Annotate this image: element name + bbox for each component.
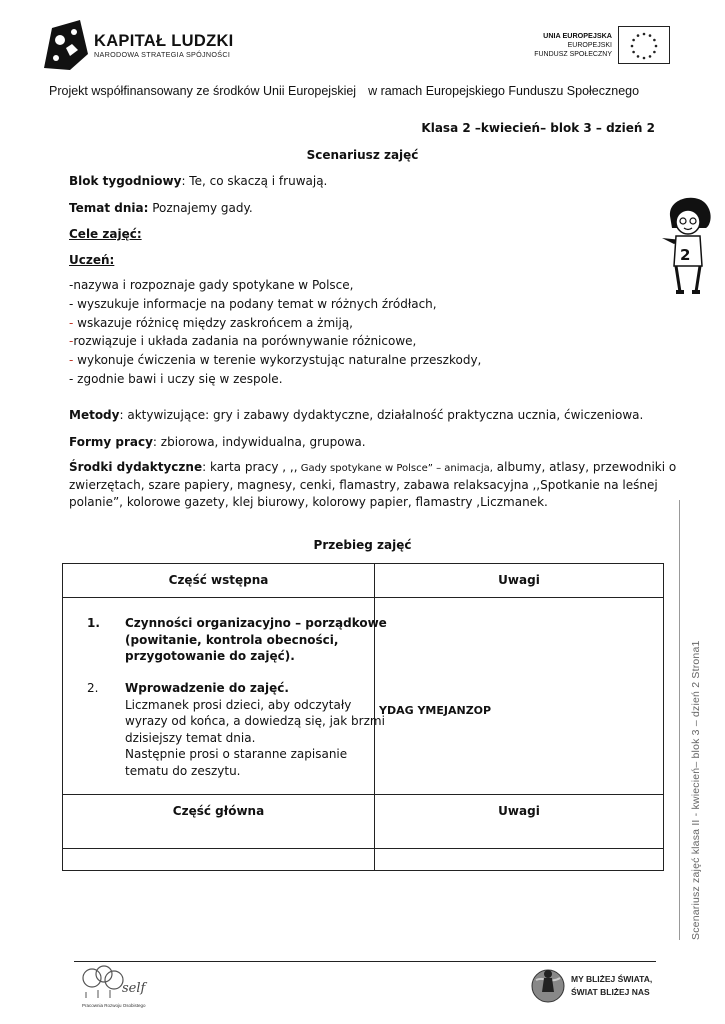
goal-item: - wyszukuje informacje na podany temat w różnych źródłach, (69, 297, 437, 311)
goal-item: - wykonuje ćwiczenia w terenie wykorzystując naturalne przeszkody, (69, 353, 482, 367)
teaching-aids-line-2: zwierzętach, szare papiery, magnesy, cenki, flamastry, zabawa relaksacyjna ,,Spotkanie na leśnej (69, 478, 658, 492)
goal-text: nazywa i rozpoznaje gady spotykane w Polsce, (73, 278, 354, 292)
goal-text: wykonuje ćwiczenia w terenie wykorzystując naturalne przeszkody, (77, 353, 482, 367)
teaching-aids-value-2: albumy, atlasy, przewodniki o (492, 460, 677, 474)
side-divider (679, 500, 680, 940)
student-heading: Uczeń: (69, 253, 115, 267)
class-number-badge: 2 (680, 246, 691, 264)
table-header-intro: Część wstępna (168, 573, 269, 587)
table-header-notes-2: Uwagi (498, 804, 540, 818)
eu-flag-icon (618, 26, 670, 64)
kapital-ludzki-title: KAPITAŁ LUDZKI (94, 32, 234, 50)
kapital-ludzki-logo (40, 14, 280, 76)
item2-title: Wprowadzenie do zajęć. (125, 681, 289, 695)
weekly-block-value: : Te, co skaczą i fruwają. (181, 174, 328, 188)
goal-text: zgodnie bawi i uczy się w zespole. (77, 372, 283, 386)
kapital-ludzki-emblem-icon (40, 14, 92, 72)
teaching-aids-value-1: : karta pracy , ,, (202, 460, 298, 474)
kapital-ludzki-subtitle: NARODOWA STRATEGIA SPÓJNOŚCI (94, 50, 231, 59)
self-caption: Pracownia Rozwoju Osobistego (82, 1003, 146, 1008)
svg-text:self: self (122, 981, 146, 996)
methods-label: Metody (69, 408, 120, 422)
weekly-block-label: Blok tygodniowy (69, 174, 182, 188)
list-item (87, 680, 385, 779)
goal-text: wyszukuje informacje na podany temat w różnych źródłach, (77, 297, 437, 311)
notes-value: YDAG YMEJANZOP (379, 704, 492, 717)
project-cofinancing-line (49, 84, 639, 98)
lesson-table (62, 563, 664, 871)
side-page-info: Scenariusz zajęć klasa II - kwiecień– blok 3 – dzień 2 Strona1 (690, 640, 702, 940)
item1-line: Czynności organizacyjno – porządkowe (125, 616, 387, 630)
table-header-notes: Uwagi (498, 573, 540, 587)
mb-line-1: MY BLIŻEJ ŚWIATA, (571, 974, 653, 984)
globe-figure-icon (530, 966, 566, 1006)
goal-item: - zgodnie bawi i uczy się w zespole. (69, 372, 283, 386)
list-number: 1. (87, 616, 100, 630)
lesson-course-heading: Przebieg zajęć (313, 538, 412, 552)
project-line-part-1: Projekt współfinansowany ze środków Unii Europejskiej (49, 84, 357, 98)
item2-line: Liczmanek prosi dzieci, aby odczytały (125, 697, 352, 712)
mascot-figure (660, 192, 716, 300)
goal-item: -nazywa i rozpoznaje gady spotykane w Polsce, (69, 278, 354, 292)
list-item (87, 615, 387, 665)
class-info: Klasa 2 –kwiecień– blok 3 – dzień 2 (421, 121, 655, 135)
page-title: Scenariusz zajęć (306, 148, 419, 162)
goal-item: - wskazuje różnicę między zaskrońcem a żmiją, (69, 316, 353, 330)
goal-text: wskazuje różnicę między zaskrońcem a żmiją, (77, 316, 353, 330)
item2-line: tematu do zeszytu. (125, 763, 241, 778)
methods-line (69, 408, 643, 422)
work-forms-line (69, 435, 366, 449)
eu-line-1: UNIA EUROPEJSKA (543, 31, 612, 40)
day-topic-label: Temat dnia: (69, 201, 149, 215)
table-header-main: Część główna (172, 804, 265, 818)
item1-line: przygotowanie do zajęć). (125, 649, 295, 663)
self-logo-icon (78, 962, 168, 1002)
item2-line: dzisiejszy temat dnia. (125, 730, 256, 745)
goals-heading: Cele zajęć: (69, 227, 142, 241)
teaching-aids-animation: Gady spotykane w Polsce” – animacja, (297, 463, 493, 474)
item2-line: Następnie prosi o staranne zapisanie (125, 747, 348, 761)
item2-line: wyrazy od końca, a dowiedzą się, jak brzmi (125, 714, 385, 728)
item1-line: (powitanie, kontrola obecności, (125, 632, 339, 647)
methods-value: : aktywizujące: gry i zabawy dydaktyczne, działalność praktyczna ucznia, ćwiczeniowa. (119, 408, 644, 422)
goal-item: -rozwiązuje i układa zadania na porównywanie różnicowe, (69, 334, 417, 348)
project-line-part-2: w ramach Europejskiego Funduszu Społecznego (368, 84, 640, 98)
teaching-aids-label: Środki dydaktyczne (69, 460, 203, 474)
day-topic-line (69, 201, 253, 215)
teaching-aids-paragraph (69, 459, 677, 511)
teaching-aids-line-3: polanie”, kolorowe gazety, klej biurowy, kolorowy papier, flamastry ,Liczmanek. (69, 495, 548, 509)
eu-line-2: EUROPEJSKI (567, 42, 612, 49)
list-number: 2. (87, 681, 99, 695)
mb-line-2: ŚWIAT BLIŻEJ NAS (571, 987, 650, 997)
work-forms-value: : zbiorowa, indywidualna, grupowa. (152, 435, 366, 449)
eu-logo (520, 26, 670, 70)
weekly-block-line (69, 174, 327, 188)
goal-text: rozwiązuje i układa zadania na porównywanie różnicowe, (73, 334, 417, 348)
day-topic-value: Poznajemy gady. (148, 201, 253, 215)
work-forms-label: Formy pracy (69, 435, 153, 449)
eu-line-3: FUNDUSZ SPOŁECZNY (534, 51, 612, 58)
